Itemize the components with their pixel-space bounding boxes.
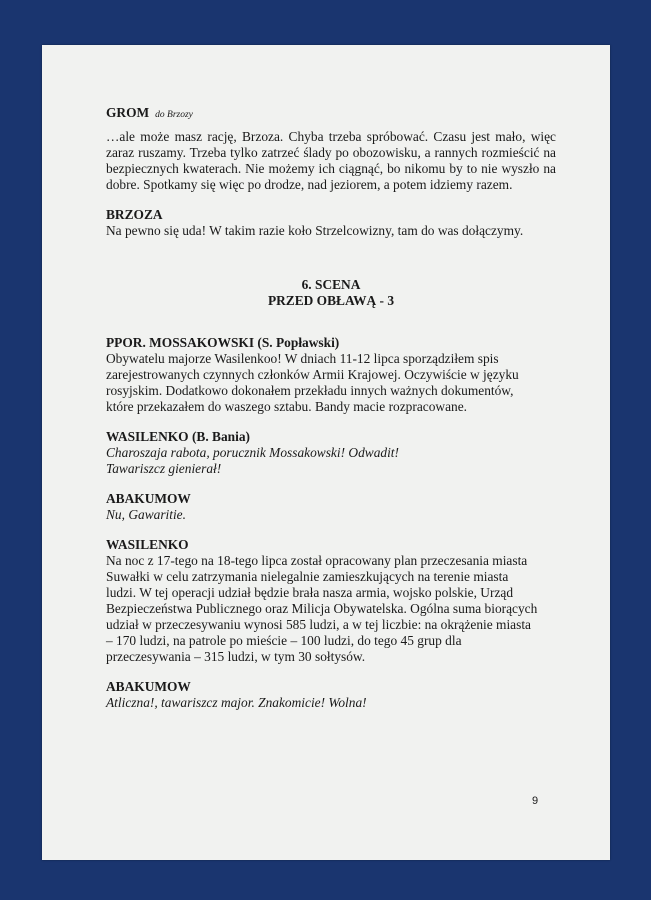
dialogue-line: udział w przeczesywaniu wynosi 585 ludzi, a w tej liczbie: na okrążenie miasta <box>106 617 531 632</box>
speaker-name: ABAKUMOW <box>106 491 191 506</box>
stage-direction: do Brzozy <box>155 110 193 120</box>
dialogue-block-brzoza <box>106 207 556 239</box>
dialogue-block-grom <box>106 105 556 193</box>
page-number: 9 <box>532 795 539 807</box>
speaker-name: WASILENKO <box>106 537 189 552</box>
dialogue-line: Obywatelu majorze Wasilenkoo! W dniach 11-12 lipca sporządziłem spis <box>106 351 499 366</box>
document-page <box>42 45 610 860</box>
dialogue-line: Atliczna!, tawariszcz major. Znakomicie! Wolna! <box>106 695 367 710</box>
speaker-name: PPOR. MOSSAKOWSKI (S. Popławski) <box>106 335 340 350</box>
dialogue-block-wasilenko-2 <box>106 537 556 665</box>
dialogue-line: Tawariszcz gienierał! <box>106 461 222 476</box>
dialogue-text: Na pewno się uda! W takim razie koło Strzelcowizny, tam do was dołączymy. <box>106 223 524 238</box>
speaker-name: ABAKUMOW <box>106 679 191 694</box>
dialogue-line: Suwałki w celu zatrzymania nielegalnie zamieszkujących na terenie miasta <box>106 569 509 584</box>
scene-heading <box>106 277 556 309</box>
scene-number: 6. SCENA <box>301 277 361 292</box>
dialogue-line: Charoszaja rabota, porucznik Mossakowski! Odwadit! <box>106 445 399 460</box>
dialogue-line: przeczesywania – 315 ludzi, w tym 30 sołtysów. <box>106 649 366 664</box>
dialogue-line: Nu, Gawaritie. <box>106 507 186 522</box>
dialogue-block-wasilenko-1 <box>106 429 556 477</box>
dialogue-line: Na noc z 17-tego na 18-tego lipca został opracowany plan przeczesania miasta <box>106 553 528 568</box>
dialogue-line: zarejestrowanych czynnych członków Armii Krajowej. Oczywiście w języku <box>106 367 519 382</box>
speaker-name: WASILENKO (B. Bania) <box>106 429 250 444</box>
dialogue-text: …ale może masz rację, Brzoza. Chyba trzeba spróbować. Czasu jest mało, więc zaraz ruszamy. Trzeba tylko zatrzeć ślady po obozowisku, a rannych rozmieścić na bezpiecznych kwaterach. Nie możemy ich ciągnąć, bo nikomu by to nie wyszło na dobre. Spotkamy się więc po drodze, nad jeziorem, a potem idziemy razem. <box>106 129 556 192</box>
dialogue-block-abakumow-2 <box>106 679 556 711</box>
speaker-name: BRZOZA <box>106 207 163 222</box>
speaker-name: GROM do Brzozy <box>106 105 193 120</box>
document-content <box>106 105 556 725</box>
dialogue-line: – 170 ludzi, na patrole po mieście – 100 ludzi, do tego 45 grup dla <box>106 633 462 648</box>
dialogue-line: Bezpieczeństwa Publicznego oraz Milicja Obywatelska. Ogólna suma biorących <box>106 601 538 616</box>
dialogue-block-mossakowski <box>106 335 556 415</box>
dialogue-block-abakumow-1 <box>106 491 556 523</box>
dialogue-line: ludzi. W tej operacji udział będzie brała nasza armia, wojsko polskie, Urząd <box>106 585 514 600</box>
scene-title: PRZED OBŁAWĄ - 3 <box>267 293 395 308</box>
dialogue-line: które przekazałem do waszego sztabu. Bandy macie rozpracowane. <box>106 399 468 414</box>
dialogue-line: rosyjskim. Dodatkowo dokonałem przekładu innych ważnych dokumentów, <box>106 383 514 398</box>
